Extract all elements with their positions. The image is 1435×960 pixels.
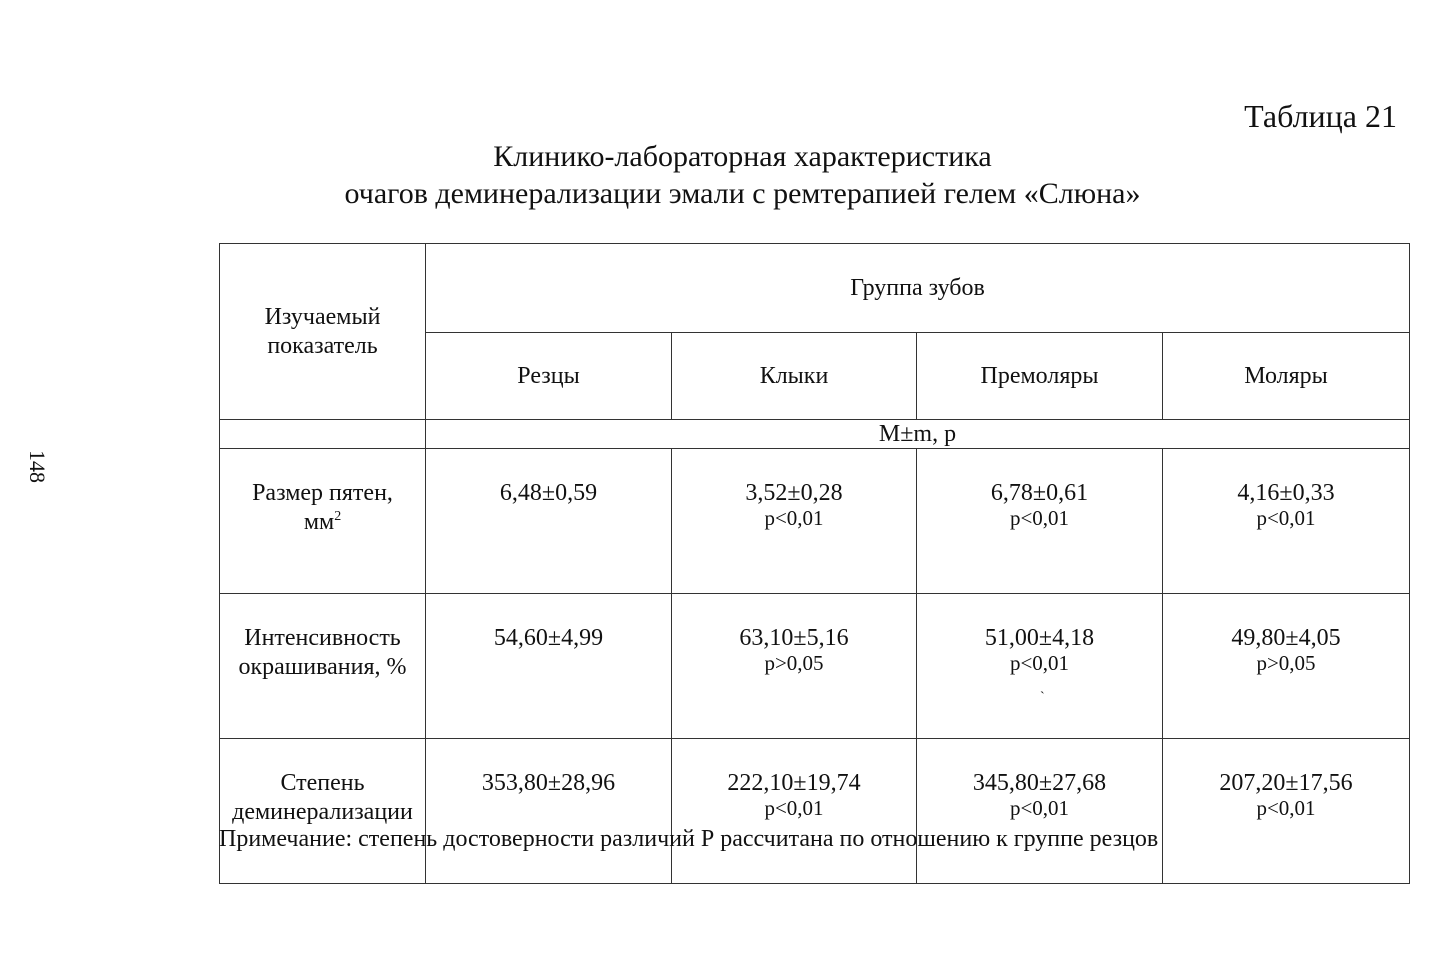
value-cell bbox=[1163, 739, 1410, 884]
row-indicator-unit: мм bbox=[303, 509, 335, 535]
row-indicator-line-2: окрашивания, % bbox=[238, 654, 407, 680]
row-indicator-line-1: Размер пятен, bbox=[252, 480, 393, 506]
stat-empty-cell bbox=[220, 420, 426, 449]
teeth-header-premolars: Премоляры bbox=[917, 333, 1163, 420]
scan-artifact-mark: ˋ bbox=[1040, 690, 1045, 705]
table-row bbox=[220, 594, 1410, 739]
cell-p-value: p<0,01 bbox=[764, 506, 824, 530]
value-cell bbox=[426, 594, 672, 739]
cell-p-value: p<0,01 bbox=[1256, 796, 1316, 820]
cell-value: 63,10±5,16 bbox=[739, 625, 849, 651]
cell-p-value: p<0,01 bbox=[764, 796, 824, 820]
cell-value: 54,60±4,99 bbox=[493, 625, 604, 651]
table-row bbox=[220, 739, 1410, 884]
row-indicator-line-2: деминерализации bbox=[232, 799, 413, 825]
value-cell bbox=[426, 739, 672, 884]
cell-value: 207,20±17,56 bbox=[1219, 770, 1353, 796]
page-number: 148 bbox=[25, 450, 50, 483]
row-indicator-cell bbox=[220, 449, 426, 594]
value-cell bbox=[1163, 449, 1410, 594]
value-cell bbox=[917, 739, 1163, 884]
cell-value: 3,52±0,28 bbox=[745, 480, 843, 506]
table-title-line-2: очагов деминерализации эмали с ремтерапией гелем «Слюна» bbox=[344, 177, 1141, 210]
indicator-header-cell bbox=[220, 244, 426, 420]
row-indicator-line-1: Интенсивность bbox=[244, 625, 401, 651]
header-row-stat bbox=[220, 420, 1410, 449]
group-header-cell: Группа зубов bbox=[426, 244, 1410, 333]
cell-p-value: p<0,01 bbox=[1009, 651, 1070, 675]
stat-label-cell: M±m, p bbox=[426, 420, 1410, 449]
cell-value: 4,16±0,33 bbox=[1237, 480, 1335, 506]
data-table bbox=[219, 243, 1410, 884]
table-note: Примечание: степень достоверности различий Р рассчитана по отношению к группе резцов bbox=[219, 826, 1159, 852]
cell-p-value: p>0,05 bbox=[764, 651, 824, 675]
table-label: Таблица 21 bbox=[1244, 98, 1397, 134]
teeth-header-canines: Клыки bbox=[672, 333, 917, 420]
row-indicator-unit-exponent: 2 bbox=[334, 509, 342, 524]
cell-value: 49,80±4,05 bbox=[1231, 625, 1341, 651]
value-cell bbox=[672, 594, 917, 739]
row-indicator-line-2 bbox=[220, 508, 425, 537]
cell-p-value: p<0,01 bbox=[1256, 506, 1316, 530]
cell-value: 6,48±0,59 bbox=[499, 480, 598, 506]
cell-value: 6,78±0,61 bbox=[990, 480, 1089, 506]
teeth-header-incisors: Резцы bbox=[426, 333, 672, 420]
table-title-line-1: Клинико-лабораторная характеристика bbox=[493, 140, 992, 173]
row-indicator-cell bbox=[220, 739, 426, 884]
cell-value: 51,00±4,18 bbox=[984, 625, 1095, 651]
cell-p-value: p<0,01 bbox=[1009, 506, 1070, 530]
value-cell bbox=[672, 739, 917, 884]
cell-p-value: p<0,01 bbox=[1009, 796, 1070, 820]
indicator-header-line-2: показатель bbox=[267, 332, 378, 359]
cell-value: 353,80±28,96 bbox=[481, 770, 616, 796]
row-indicator-cell bbox=[220, 594, 426, 739]
table-title bbox=[0, 138, 1435, 212]
cell-value: 222,10±19,74 bbox=[727, 770, 861, 796]
header-row-group bbox=[220, 244, 1410, 333]
row-indicator-line-1: Степень bbox=[280, 770, 365, 796]
value-cell bbox=[917, 449, 1163, 594]
indicator-header-line-1: Изучаемый bbox=[264, 303, 381, 330]
cell-value: 345,80±27,68 bbox=[972, 770, 1107, 796]
teeth-header-molars: Моляры bbox=[1163, 333, 1410, 420]
cell-p-value: p>0,05 bbox=[1256, 651, 1316, 675]
value-cell bbox=[426, 449, 672, 594]
table-row bbox=[220, 449, 1410, 594]
value-cell bbox=[1163, 594, 1410, 739]
value-cell bbox=[672, 449, 917, 594]
value-cell bbox=[917, 594, 1163, 739]
